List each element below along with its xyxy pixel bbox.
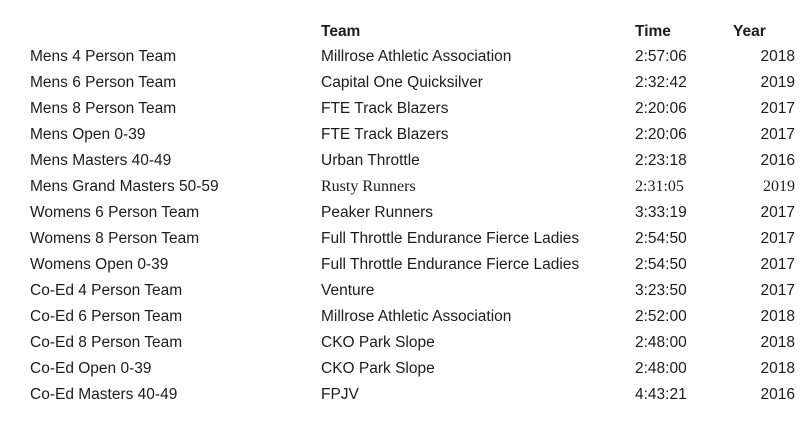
year-cell: 2017 (760, 126, 795, 143)
division-cell: Womens 6 Person Team (30, 204, 200, 221)
header-year: Year (733, 23, 766, 40)
year-cell: 2017 (760, 100, 795, 117)
division-cell: Mens Grand Masters 50-59 (30, 178, 219, 195)
team-cell: Peaker Runners (321, 204, 434, 221)
year-cell: 2019 (760, 74, 795, 91)
table-row (30, 226, 795, 252)
team-cell: Capital One Quicksilver (321, 74, 483, 91)
time-cell: 2:57:06 (635, 48, 687, 65)
time-cell: 2:48:00 (635, 334, 687, 351)
division-cell: Co-Ed Open 0-39 (30, 360, 152, 377)
team-cell: Millrose Athletic Association (321, 308, 512, 325)
year-cell: 2017 (760, 256, 795, 273)
table-header-row (30, 20, 795, 44)
time-cell: 2:20:06 (635, 100, 687, 117)
team-cell: FTE Track Blazers (321, 126, 449, 143)
table-row (30, 44, 795, 70)
header-division (30, 20, 321, 44)
year-cell: 2016 (760, 152, 795, 169)
division-cell: Womens 8 Person Team (30, 230, 200, 247)
team-cell: Venture (321, 282, 375, 299)
records-table (30, 20, 795, 408)
year-cell: 2018 (760, 334, 795, 351)
time-cell: 2:32:42 (635, 74, 687, 91)
division-cell: Mens Masters 40-49 (30, 152, 172, 169)
division-cell: Mens Open 0-39 (30, 126, 146, 143)
division-cell: Co-Ed Masters 40-49 (30, 386, 178, 403)
table-row (30, 174, 795, 200)
table-row (30, 330, 795, 356)
division-cell: Co-Ed 6 Person Team (30, 308, 183, 325)
table-row (30, 304, 795, 330)
year-cell: 2017 (760, 282, 795, 299)
division-cell: Mens 8 Person Team (30, 100, 177, 117)
table-row (30, 382, 795, 408)
time-cell: 2:54:50 (635, 256, 687, 273)
time-cell: 2:54:50 (635, 230, 687, 247)
table-row (30, 356, 795, 382)
division-cell: Co-Ed 8 Person Team (30, 334, 183, 351)
table-row (30, 96, 795, 122)
time-cell: 2:23:18 (635, 152, 687, 169)
team-cell: CKO Park Slope (321, 360, 435, 377)
team-cell: FPJV (321, 386, 359, 403)
time-cell: 2:48:00 (635, 360, 687, 377)
time-cell: 3:33:19 (635, 204, 687, 221)
team-cell: Rusty Runners (321, 178, 416, 195)
table-row (30, 122, 795, 148)
table-row (30, 252, 795, 278)
year-cell: 2017 (760, 204, 795, 221)
team-cell: Full Throttle Endurance Fierce Ladies (321, 256, 580, 273)
team-cell: Urban Throttle (321, 152, 420, 169)
division-cell: Co-Ed 4 Person Team (30, 282, 183, 299)
table-row (30, 70, 795, 96)
year-cell: 2018 (760, 308, 795, 325)
header-time: Time (635, 23, 671, 40)
time-cell: 3:23:50 (635, 282, 687, 299)
time-cell: 2:20:06 (635, 126, 687, 143)
division-cell: Mens 4 Person Team (30, 48, 177, 65)
table-row (30, 148, 795, 174)
year-cell: 2017 (760, 230, 795, 247)
time-cell: 2:31:05 (635, 178, 684, 195)
team-cell: CKO Park Slope (321, 334, 435, 351)
year-cell: 2019 (763, 178, 795, 195)
table-row (30, 278, 795, 304)
division-cell: Womens Open 0-39 (30, 256, 169, 273)
time-cell: 2:52:00 (635, 308, 687, 325)
team-cell: Millrose Athletic Association (321, 48, 512, 65)
team-cell: Full Throttle Endurance Fierce Ladies (321, 230, 580, 247)
year-cell: 2018 (760, 48, 795, 65)
team-cell: FTE Track Blazers (321, 100, 449, 117)
time-cell: 4:43:21 (635, 386, 687, 403)
division-cell: Mens 6 Person Team (30, 74, 177, 91)
header-team: Team (321, 23, 361, 40)
year-cell: 2018 (760, 360, 795, 377)
year-cell: 2016 (760, 386, 795, 403)
table-row (30, 200, 795, 226)
